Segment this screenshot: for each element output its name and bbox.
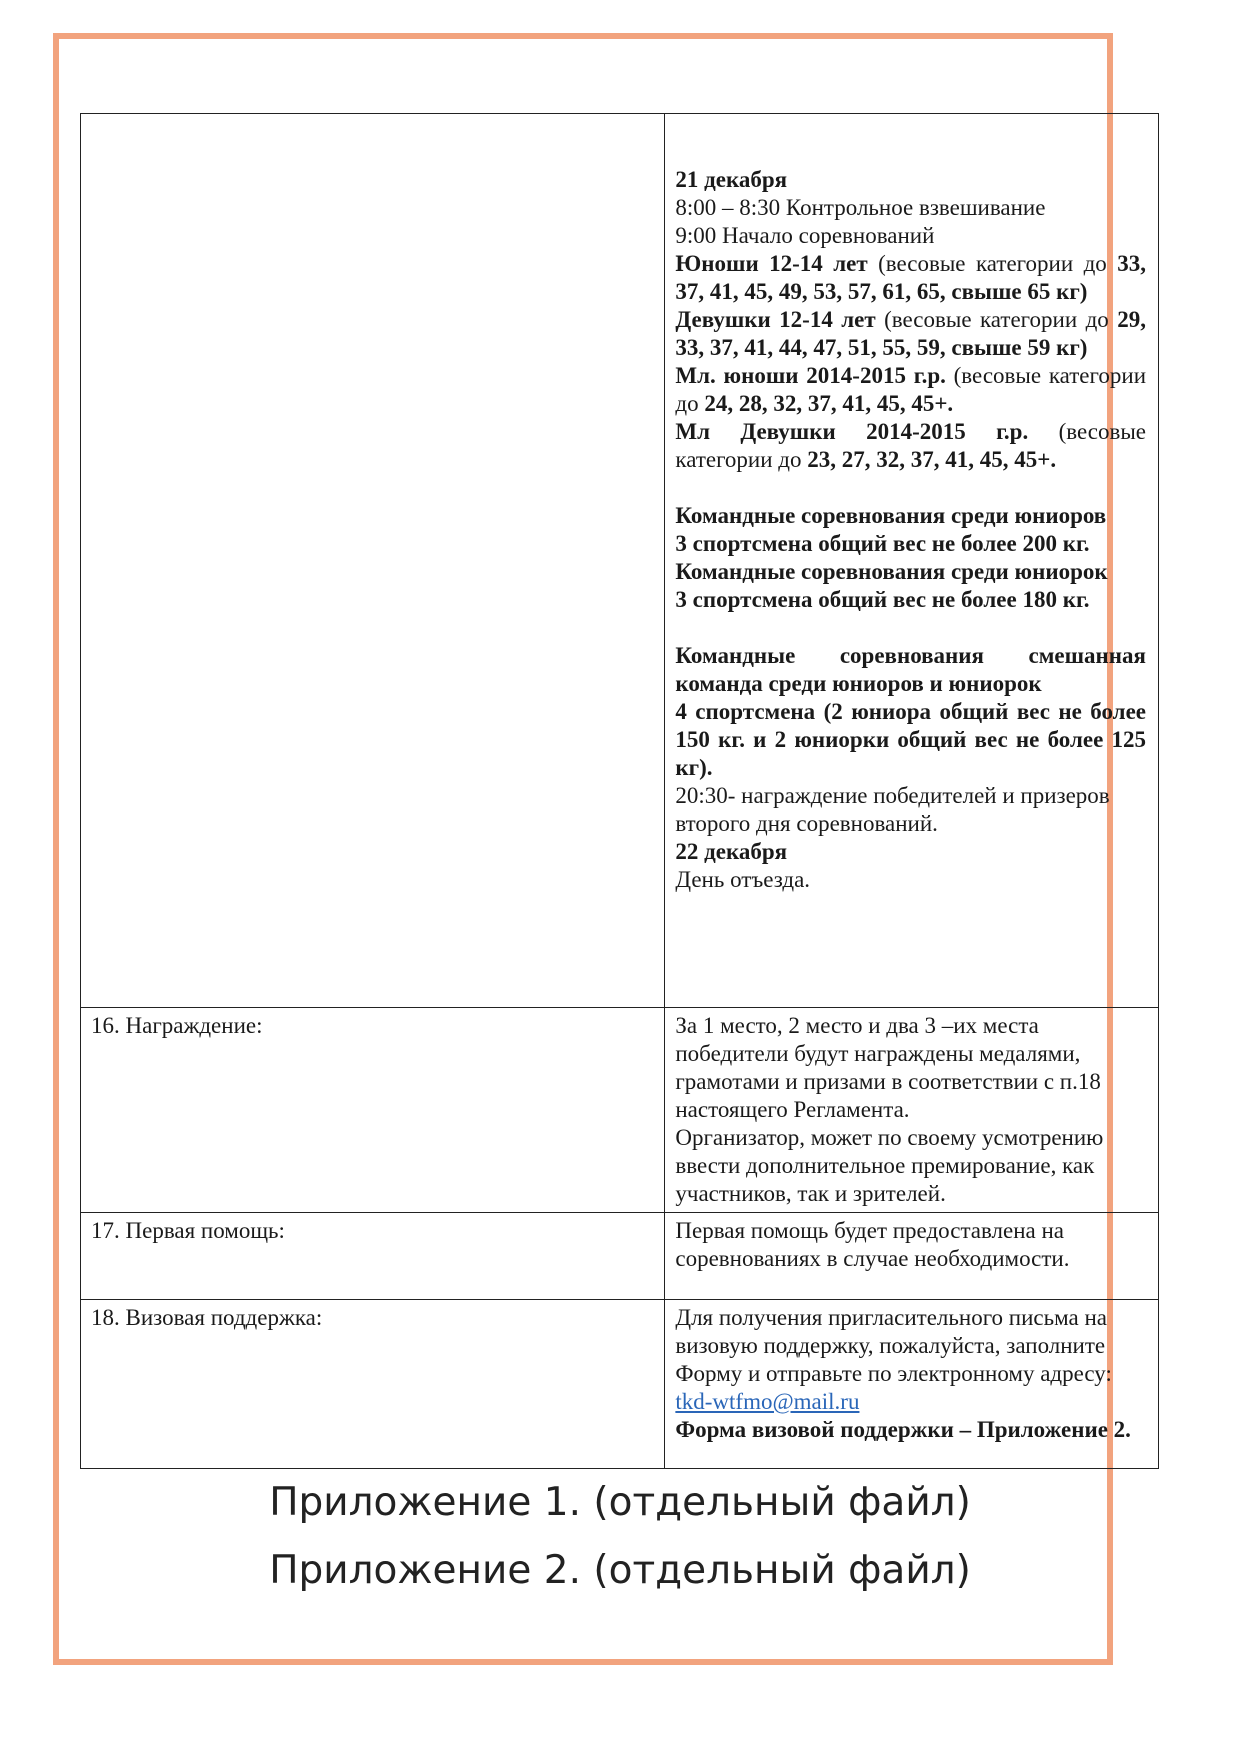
team-junior-girls-title: Командные соревнования среди юниорок [675,559,1108,584]
junior-boys-weights: 24, 28, 32, 37, 41, 45, 45+. [704,391,954,416]
visa-email-link[interactable]: tkd-wtfmo@mail.ru [675,1389,860,1414]
first-aid-label: 17. Первая помощь: [91,1218,285,1243]
first-aid-text: Первая помощь будет предоставлена на соревнованиях в случае необходимости. [675,1218,1070,1271]
first-aid-label-cell [81,1213,665,1300]
junior-girls-text: (весовые категории до [675,419,1146,472]
day2-text: День отъезда. [675,867,811,892]
junior-girls-category [675,418,1146,474]
visa-cell [665,1300,1159,1469]
first-aid-cell [665,1213,1159,1300]
schedule-cell [665,114,1159,1008]
visa-label: 18. Визовая поддержка: [91,1305,323,1330]
start-time: 9:00 Начало соревнований [675,223,935,248]
day1-date: 21 декабря [675,167,788,192]
boys-category [675,250,1146,306]
day2-date: 22 декабря [675,839,788,864]
table-row-schedule [81,114,1159,1008]
visa-form-note: Форма визовой поддержки – Приложение 2. [675,1417,1131,1442]
appendix-2-title: Приложение 2. (отдельный файл) [269,1548,971,1593]
awards-text-1: За 1 место, 2 место и два 3 –их места победители будут награждены медалями, грамотами и призами в соответствии с п.18 настоящего Регламента. [675,1013,1101,1122]
boys-title: Юноши 12-14 лет [675,251,868,276]
team-junior-girls-text: 3 спортсмена общий вес не более 180 кг. [675,587,1090,612]
awards-time: 20:30- награждение победителей и призеров второго дня соревнований. [675,783,1110,836]
team-juniors-title: Командные соревнования среди юниоров [675,503,1107,528]
schedule-label-cell [81,114,665,1008]
awards-label-cell [81,1008,665,1213]
mixed-team-title: Командные соревнования смешанная команда среди юниоров и юниорок [675,643,1146,696]
spacer [675,474,1146,502]
regulations-table [80,113,1159,1469]
junior-boys-title: Мл. юноши 2014-2015 г.р. [675,363,946,388]
awards-cell [665,1008,1159,1213]
visa-text [675,1304,1148,1416]
junior-boys-category [675,362,1146,418]
weighing-time: 8:00 – 8:30 Контрольное взвешивание [675,195,1046,220]
mixed-team-text: 4 спортсмена (2 юниора общий вес не более 150 кг. и 2 юниорки общий вес не более 125 кг). [675,699,1146,780]
spacer [675,614,1146,642]
appendix-1-title: Приложение 1. (отдельный файл) [269,1480,971,1525]
junior-girls-weights: 23, 27, 32, 37, 41, 45, 45+. [807,447,1057,472]
boys-text: (весовые категории до [867,251,1118,276]
table-row-awards [81,1008,1159,1213]
girls-title: Девушки 12-14 лет [675,307,876,332]
awards-text-2: Организатор, может по своему усмотрению ввести дополнительное премирование, как участников, так и зрителей. [675,1125,1104,1206]
girls-text: (весовые категории до [875,307,1118,332]
awards-label: 16. Награждение: [91,1013,263,1038]
visa-label-cell [81,1300,665,1469]
table-row-visa [81,1300,1159,1469]
junior-girls-title: Мл Девушки 2014-2015 г.р. [675,419,1029,444]
boys-weights: 33, 37, 41, 45, 49, 53, 57, 61, 65, свыше 65 кг) [675,251,1146,304]
girls-category [675,306,1146,362]
visa-instructions: Для получения пригласительного письма на визовую поддержку, пожалуйста, заполните Форму и отправьте по электронному адресу: [675,1305,1112,1386]
girls-weights: 29, 33, 37, 41, 44, 47, 51, 55, 59, свыше 59 кг) [675,307,1146,360]
team-juniors-text: 3 спортсмена общий вес не более 200 кг. [675,531,1090,556]
junior-boys-text: (весовые категории до [675,363,1146,416]
table-row-first-aid [81,1213,1159,1300]
